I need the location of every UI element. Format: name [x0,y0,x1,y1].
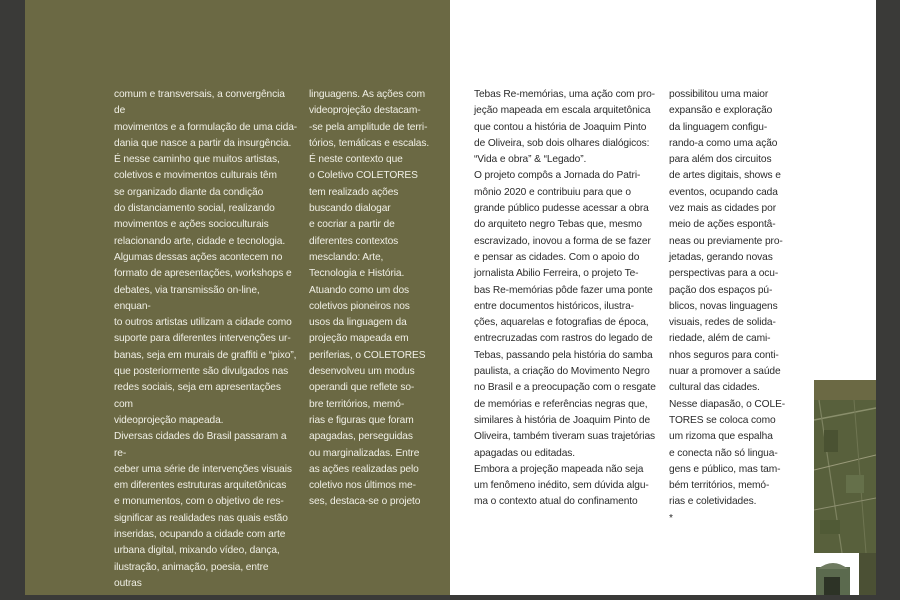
building-image [814,553,859,595]
text-column-1: comum e transversais, a convergência de movimentos e a formulação de uma cida- dania que nasce a partir da insurgência. É nesse caminho que muitos artistas, coletivos e movimentos culturais têm se organizado diante da condição do distanciamento social, realizando movimentos e ações socioculturais relacionando arte, cidade e tecnologia. Algumas dessas ações acontecem no formato de apresentações, workshops e debates, via transmissão on-line, enquan- to outros artistas utilizam a cidade como suporte para diferentes intervenções ur- banas, seja em murais de graffiti e “pixo”, que posteriormente são divulgados nas redes sociais, seja em apresentações com videoprojeção mapeada. Diversas cidades do Brasil passaram a re- ceber uma série de intervenções visuais em diferentes estruturas arquitetônicas e monumentos, com o objetivo de res- significar as realidades nas quais estão inseridas, ocupando a cidade com arte urbana digital, mixando vídeo, dança, ilustração, animação, poesia, entre outras [114,89,298,589]
viewer-frame-bottom [0,595,900,600]
next-page-band [814,380,876,400]
text-column-4: possibilitou uma maior expansão e exploração da linguagem configu- rando-a como uma ação para além dos circuitos de artes digitais, shows e eventos, ocupando cada vez mais as cidades por meio de ações espontâ- neas ou previamente pro- jetadas, gerando novas perspectivas para a ocu- pação dos espaços pú- blicos, novas linguagens visuais, redes de solida- riedade, além de cami- nhos seguros para conti- nuar a promover a saúde cultural das cidades. Nesse diapasão, o COLE- TORES se coloca como um rizoma que espalha e conecta não só lingua- gens e público, mas tam- bém territórios, memó- rias e coletividades. * [669,89,786,524]
text-column-2: linguagens. As ações com videoprojeção destacam- -se pela amplitude de terri- tórios, temáticas e escalas. É neste contexto que o Coletivo COLETORES tem realizado ações buscando dialogar e cocriar a partir de diferentes contextos mesclando: Arte, Tecnologia e História. Atuando como um dos coletivos pioneiros nos usos da linguagem da projeção mapeada em periferias, o COLETORES desenvolveu um modus operandi que reflete so- bre territórios, memó- rias e figuras que foram apagadas, perseguidas ou marginalizadas. Entre as ações realizadas pelo coletivo nos últimos me- ses, destaca-se o projeto [309,89,430,508]
viewer-frame-left [0,0,25,600]
text-column-3: Tebas Re-memórias, uma ação com pro- jeção mapeada em escala arquitetônica que contou a história de Joaquim Pinto de Oliveira, sob dois olhares dialógicos: “Vida e obra” & “Legado”. O projeto compôs a Jornada do Patri- mônio 2020 e contribuiu para que o grande público pudesse acessar a obra do arquiteto negro Tebas que, mesmo escravizado, inovou a forma de se fazer e pensar as cidades. Com o apoio do jornalista Abilio Ferreira, o projeto Te- bas Re-memórias pôde fazer uma ponte entre documentos históricos, ilustra- ções, aquarelas e fotografias de época, entrecruzadas com rastros do legado de Tebas, passando pela história do samba paulista, a criação do Movimento Negro no Brasil e a preocupação com o resgate de memórias e referências negras que, similares à história de Joaquim Pinto de Oliveira, também tiveram suas trajetórias apagadas ou editadas. Embora a projeção mapeada não seja um fenômeno inédito, sem dúvida algu- ma o contexto atual do confinamento [474,89,656,508]
next-page-building-photo [814,553,859,595]
next-page-aerial-photo-edge [859,553,876,595]
viewer-frame-right [876,0,900,600]
next-page-aerial-photo [814,400,876,553]
aerial-map-image [814,400,876,553]
